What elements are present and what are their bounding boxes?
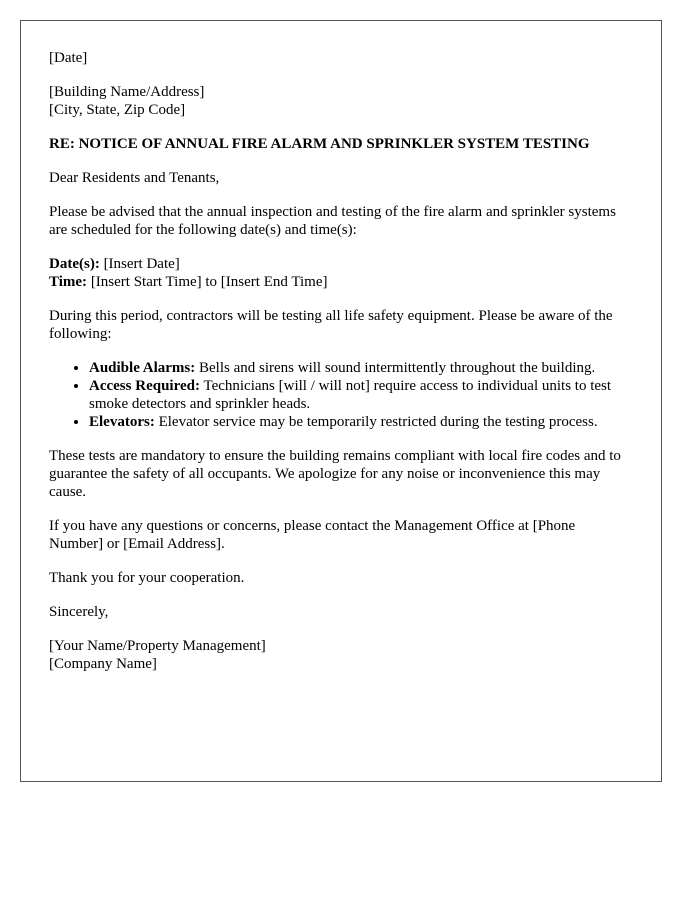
list-item-label: Access Required: [89, 378, 200, 394]
dates-value: [Insert Date] [99, 256, 180, 272]
signature-block [49, 637, 633, 673]
address-line-2: [City, State, Zip Code] [49, 102, 186, 118]
closing-line: Sincerely, [49, 604, 109, 620]
period-paragraph: During this period, contractors will be testing all life safety equipment. Please be aware of the following: [49, 308, 613, 342]
list-item [89, 413, 633, 431]
thanks-line: Thank you for your cooperation. [49, 570, 245, 586]
notice-list [49, 359, 633, 431]
letter-date: [Date] [49, 50, 88, 66]
signature-line-1: [Your Name/Property Management] [49, 638, 266, 654]
time-value: [Insert Start Time] to [Insert End Time] [87, 274, 328, 290]
intro-paragraph: Please be advised that the annual inspection and testing of the fire alarm and sprinkler systems are scheduled for the following date(s) and time(s): [49, 204, 616, 238]
contact-paragraph: If you have any questions or concerns, please contact the Management Office at [Phone Number] or [Email Address]. [49, 518, 576, 552]
mandatory-paragraph: These tests are mandatory to ensure the building remains compliant with local fire codes and to guarantee the safety of all occupants. We apologize for any noise or inconvenience this may cause. [49, 448, 621, 500]
list-item [89, 359, 633, 377]
list-item-text: Elevator service may be temporarily restricted during the testing process. [154, 414, 598, 430]
subject-line: RE: NOTICE OF ANNUAL FIRE ALARM AND SPRINKLER SYSTEM TESTING [49, 136, 590, 152]
time-label: Time: [49, 274, 88, 290]
list-item-label: Audible Alarms: [89, 360, 196, 376]
list-item [89, 377, 633, 413]
list-item-label: Elevators: [89, 414, 155, 430]
address-line-1: [Building Name/Address] [49, 84, 205, 100]
dates-label: Date(s): [49, 256, 100, 272]
schedule-block [49, 255, 633, 291]
list-item-text: Bells and sirens will sound intermittently throughout the building. [195, 360, 596, 376]
salutation: Dear Residents and Tenants, [49, 170, 220, 186]
list-item-text: Technicians [will / will not] require access to individual units to test smoke detectors and sprinkler heads. [89, 378, 612, 412]
recipient-address [49, 83, 633, 119]
letter-page [20, 20, 662, 782]
signature-line-2: [Company Name] [49, 656, 157, 672]
